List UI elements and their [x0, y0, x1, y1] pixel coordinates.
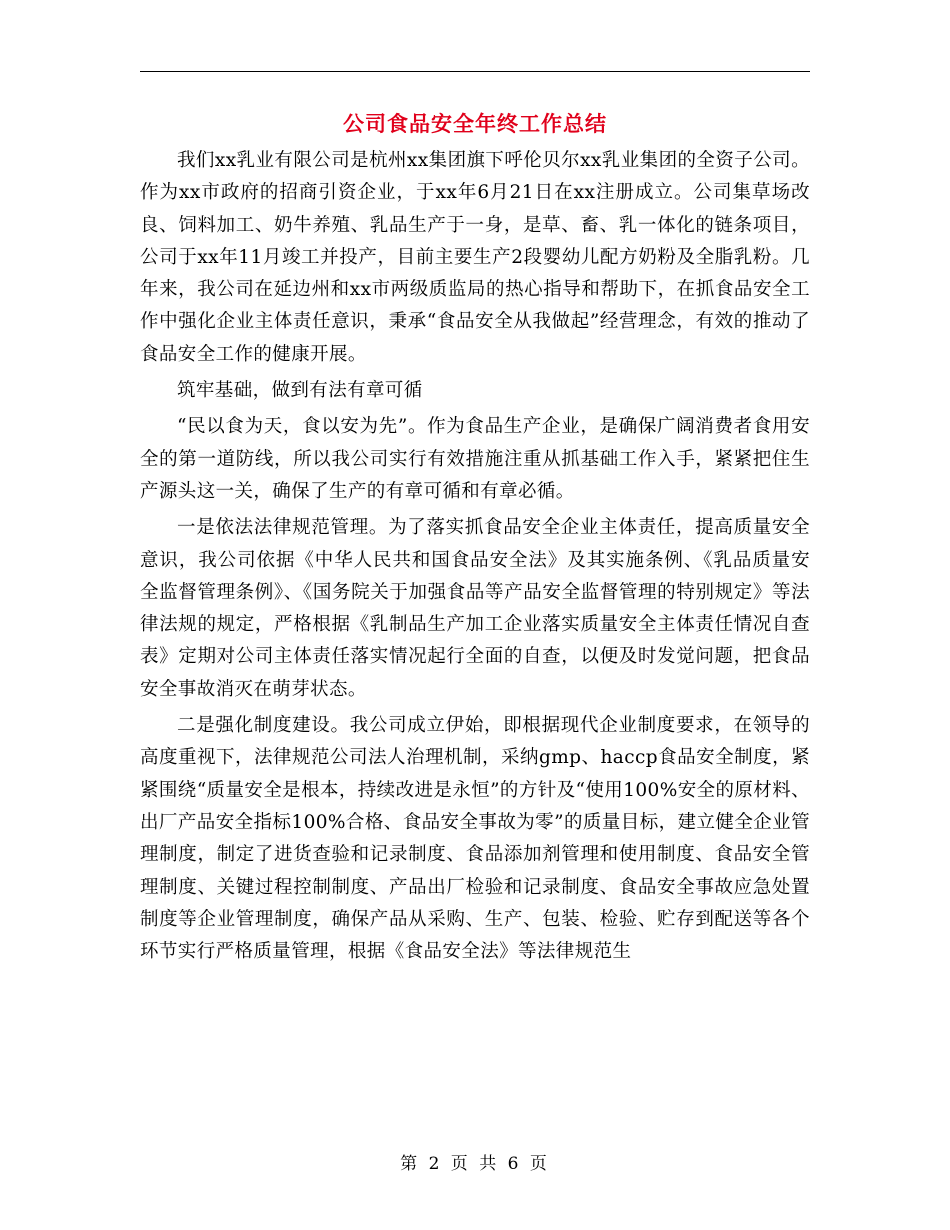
paragraph-intro: 我们xx乳业有限公司是杭州xx集团旗下呼伦贝尔xx乳业集团的全资子公司。作为xx市政府的招商引资企业，于xx年6月21日在xx注册成立。公司集草场改良、饲料加工、奶牛养殖、乳品生产于一身，是草、畜、乳一体化的链条项目，公司于xx年11月竣工并投产，目前主要生产2段婴幼儿配方奶粉及全脂乳粉。几年来，我公司在延边州和xx市两级质监局的热心指导和帮助下，在抓食品安全工作中强化企业主体责任意识，秉承“食品安全从我做起”经营理念，有效的推动了食品安全工作的健康开展。 [140, 150, 810, 365]
section-heading: 筑牢基础，做到有法有章可循 [177, 380, 423, 402]
paragraph-foundation: “民以食为天，食以安为先”。作为食品生产企业，是确保广阔消费者食用安全的第一道防线，所以我公司实行有效措施注重从抓基础工作入手，紧紧把住生产源头这一关，确保了生产的有章可循和有章必循。 [140, 416, 810, 502]
document-body [140, 145, 810, 972]
header-rule [140, 71, 810, 72]
document-title: 公司食品安全年终工作总结 [343, 111, 607, 136]
paragraph-legal-management: 一是依法法律规范管理。为了落实抓食品安全企业主体责任，提高质量安全意识，我公司依据《中华人民共和国食品安全法》及其实施条例、《乳品质量安全监督管理条例》、《国务院关于加强食品等产品安全监督管理的特别规定》等法律法规的规定，严格根据《乳制品生产加工企业落实质量安全主体责任情况自查表》定期对公司主体责任落实情况起行全面的自查，以便及时发觉问题，把食品安全事故消灭在萌芽状态。 [140, 517, 810, 700]
paragraph-system-building: 二是强化制度建设。我公司成立伊始，即根据现代企业制度要求，在领导的高度重视下，法律规范公司法人治理机制，采纳gmp、haccp食品安全制度，紧紧围绕“质量安全是根本，持续改进是永恒”的方针及“使用100%安全的原材料、出厂产品安全指标100%合格、食品安全事故为零”的质量目标，建立健全企业管理制度，制定了进货查验和记录制度、食品添加剂管理和使用制度、食品安全管理制度、关键过程控制制度、产品出厂检验和记录制度、食品安全事故应急处置制度等企业管理制度，确保产品从采购、生产、包装、检验、贮存到配送等各个环节实行严格质量管理，根据《食品安全法》等法律规范生 [140, 715, 810, 963]
page-number: 第 2 页 共 6 页 [400, 1154, 550, 1174]
